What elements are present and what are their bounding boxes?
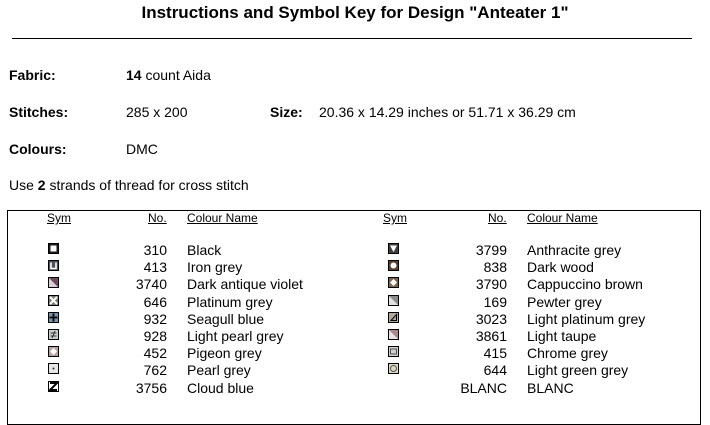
colour-name: Pewter grey xyxy=(527,293,602,310)
symbol-key-table xyxy=(7,210,701,425)
no-header-left: No. xyxy=(148,211,167,225)
diagonal-icon xyxy=(388,327,399,338)
colour-name: Black xyxy=(187,242,222,258)
diamond-icon xyxy=(48,344,59,355)
colours-value: DMC xyxy=(126,141,158,157)
triangle-icon xyxy=(388,310,399,321)
dmc-number: 169 xyxy=(483,293,507,310)
dmc-number: 644 xyxy=(483,362,507,379)
size-value: 20.36 x 14.29 inches or 51.71 x 36.29 cm xyxy=(319,104,576,120)
instruction-prefix: Use xyxy=(9,177,34,193)
colour-name: Light pearl grey xyxy=(187,328,284,344)
instruction-text xyxy=(9,177,249,193)
title-underline xyxy=(12,38,692,39)
u-square-icon xyxy=(48,258,59,269)
name-header-left: Colour Name xyxy=(187,211,258,225)
colour-name: Pearl grey xyxy=(187,362,251,379)
sym-header-right: Sym xyxy=(383,211,407,225)
not-equal-icon xyxy=(48,327,59,338)
dmc-number: BLANC xyxy=(460,379,507,396)
dmc-number: 3799 xyxy=(475,242,507,258)
size-label: Size: xyxy=(270,104,303,120)
colours-label: Colours: xyxy=(9,141,67,157)
ring-icon xyxy=(388,361,399,372)
colour-name: Cloud blue xyxy=(187,379,254,396)
colour-name: Light taupe xyxy=(527,328,597,344)
stitches-value: 285 x 200 xyxy=(126,104,188,120)
circle-icon xyxy=(388,258,399,269)
dmc-number: 413 xyxy=(143,259,167,276)
colour-name: Dark wood xyxy=(527,259,594,276)
colour-name: Anthracite grey xyxy=(527,242,622,258)
z-icon xyxy=(48,379,59,390)
dmc-number: 415 xyxy=(483,345,507,362)
colour-name: Iron grey xyxy=(187,259,243,276)
colour-name: Seagull blue xyxy=(187,310,265,327)
diagonal-icon xyxy=(48,275,59,286)
colour-name: Chrome grey xyxy=(527,345,608,362)
fabric-type: count Aida xyxy=(145,67,211,83)
no-header-right: No. xyxy=(488,211,507,225)
diagonal-icon xyxy=(388,293,399,304)
sym-header-left: Sym xyxy=(47,211,71,225)
name-header-right: Colour Name xyxy=(527,211,598,225)
strand-count: 2 xyxy=(37,177,46,193)
diamond-icon xyxy=(388,275,399,286)
dmc-number: 762 xyxy=(143,362,167,379)
dmc-number: 838 xyxy=(483,259,507,276)
colour-name: BLANC xyxy=(527,379,574,396)
colour-name: Light green grey xyxy=(527,362,629,379)
bar-icon xyxy=(388,344,399,355)
dmc-number: 310 xyxy=(143,242,167,258)
dmc-number: 3740 xyxy=(135,276,167,293)
dot-icon xyxy=(48,361,59,372)
dmc-number: 3023 xyxy=(475,310,507,327)
hourglass-icon xyxy=(48,293,59,304)
page-title: Instructions and Symbol Key for Design "Anteater 1" xyxy=(141,3,569,22)
dmc-number: 3756 xyxy=(135,379,167,396)
triangle-down-icon xyxy=(388,241,399,252)
fabric-count: 14 xyxy=(126,67,142,83)
colour-name: Light platinum grey xyxy=(527,310,646,327)
colour-name: Platinum grey xyxy=(187,293,273,310)
dmc-number: 3790 xyxy=(475,276,507,293)
colour-name: Cappuccino brown xyxy=(527,276,643,293)
colour-name: Pigeon grey xyxy=(187,345,262,362)
open-square-icon xyxy=(48,241,59,252)
plus-icon xyxy=(48,310,59,321)
fabric-label: Fabric: xyxy=(9,67,56,83)
fabric-value xyxy=(126,67,211,83)
instruction-suffix: strands of thread for cross stitch xyxy=(49,177,249,193)
dmc-number: 932 xyxy=(143,310,167,327)
dmc-number: 3861 xyxy=(475,328,507,344)
dmc-number: 928 xyxy=(143,328,167,344)
colour-name: Dark antique violet xyxy=(187,276,303,293)
dmc-number: 646 xyxy=(143,293,167,310)
stitches-label: Stitches: xyxy=(9,104,69,120)
dmc-number: 452 xyxy=(143,345,167,362)
